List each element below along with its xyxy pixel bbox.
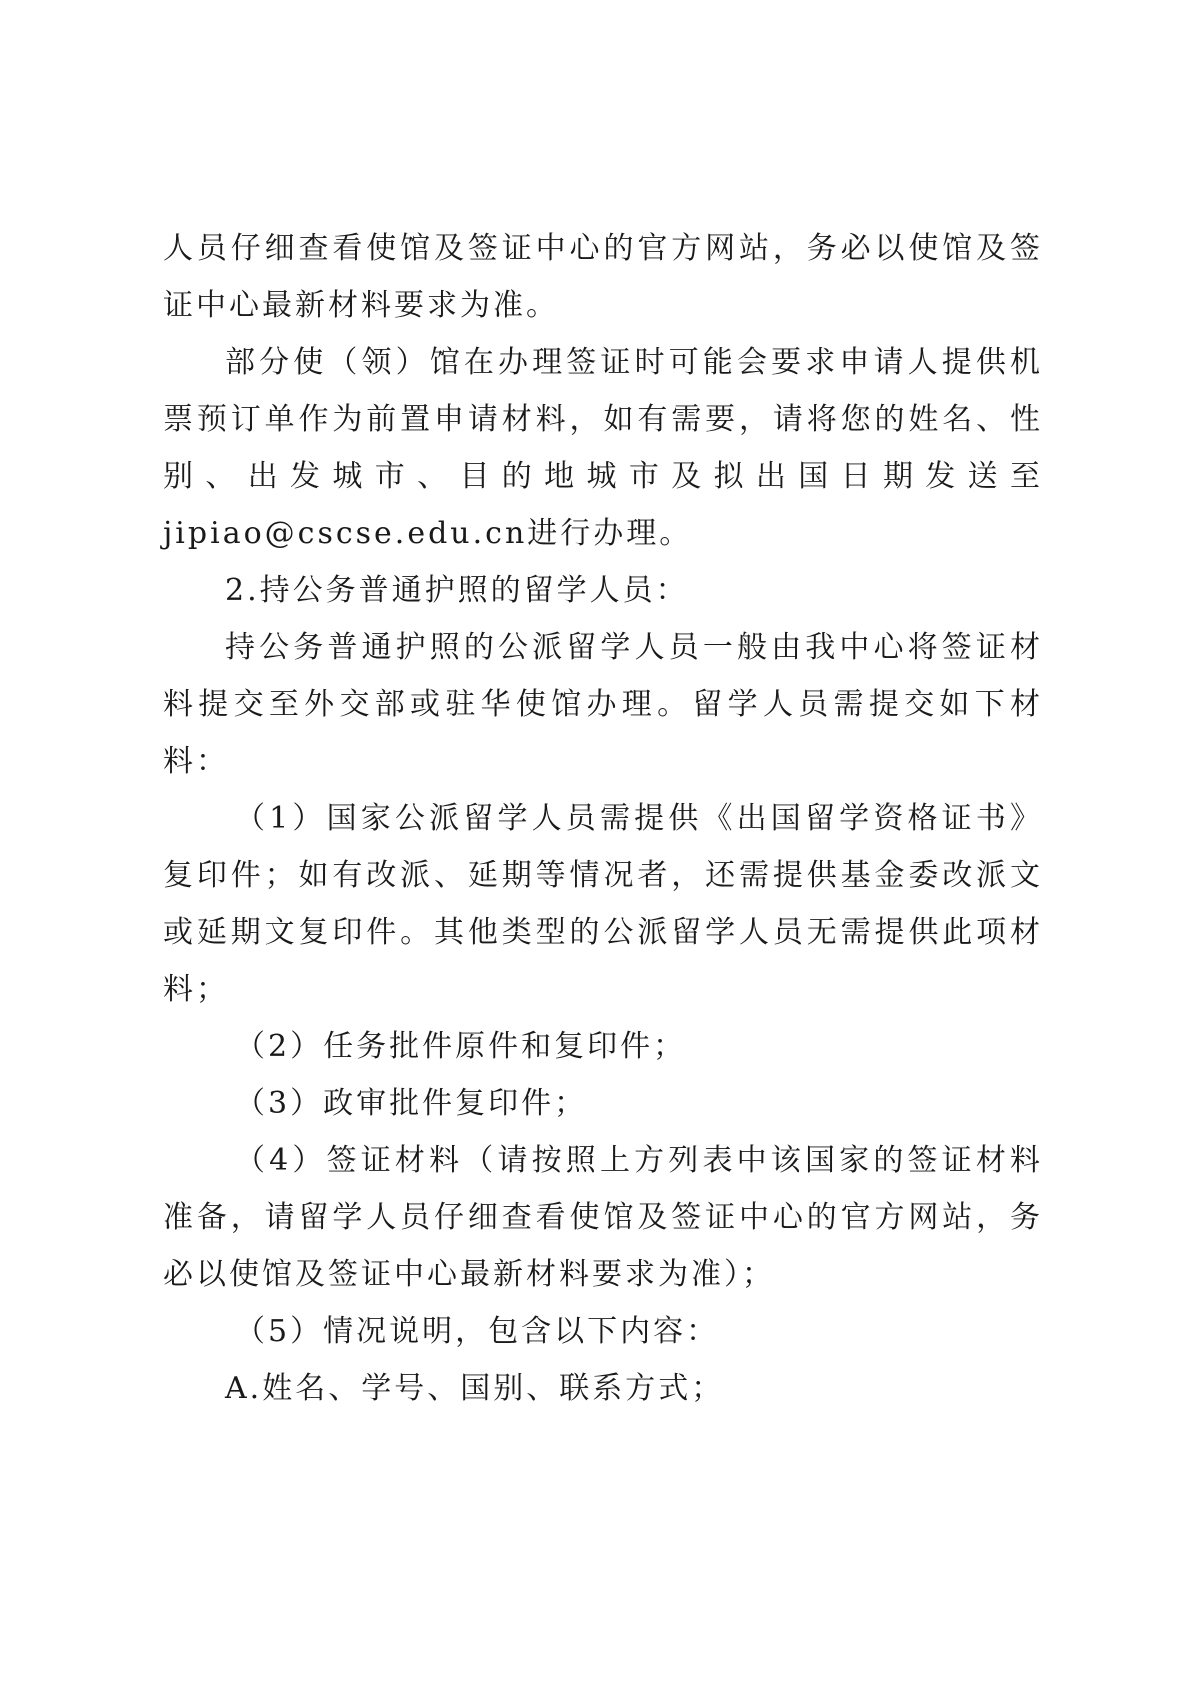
paragraph-official-passport-intro: 持公务普通护照的公派留学人员一般由我中心将签证材料提交至外交部或驻华使馆办理。留学人员需提交如下材料： <box>163 630 1043 779</box>
section-heading-official-passport: 2.持公务普通护照的留学人员： <box>225 573 689 608</box>
list-item-1: （1）国家公派留学人员需提供《出国留学资格证书》复印件；如有改派、延期等情况者，还需提供基金委改派文或延期文复印件。其他类型的公派留学人员无需提供此项材料； <box>163 801 1043 1007</box>
document-body <box>163 220 1043 1417</box>
paragraph-flight-booking: 部分使（领）馆在办理签证时可能会要求申请人提供机票预订单作为前置申请材料，如有需要，请将您的姓名、性别、出发城市、目的地城市及拟出国日期发送至jipiao@cscse.edu.cn进行办理。 <box>163 345 1043 551</box>
paragraph-continuation: 人员仔细查看使馆及签证中心的官方网站，务必以使馆及签证中心最新材料要求为准。 <box>163 231 1043 323</box>
list-item-2: （2）任务批件原件和复印件； <box>235 1029 687 1064</box>
list-item-4: （4）签证材料（请按照上方列表中该国家的签证材料准备，请留学人员仔细查看使馆及签证中心的官方网站，务必以使馆及签证中心最新材料要求为准）； <box>163 1143 1043 1292</box>
list-item-5: （5）情况说明，包含以下内容： <box>235 1314 720 1349</box>
sub-item-a: A.姓名、学号、国别、联系方式； <box>225 1371 725 1406</box>
list-item-3: （3）政审批件复印件； <box>235 1086 588 1121</box>
